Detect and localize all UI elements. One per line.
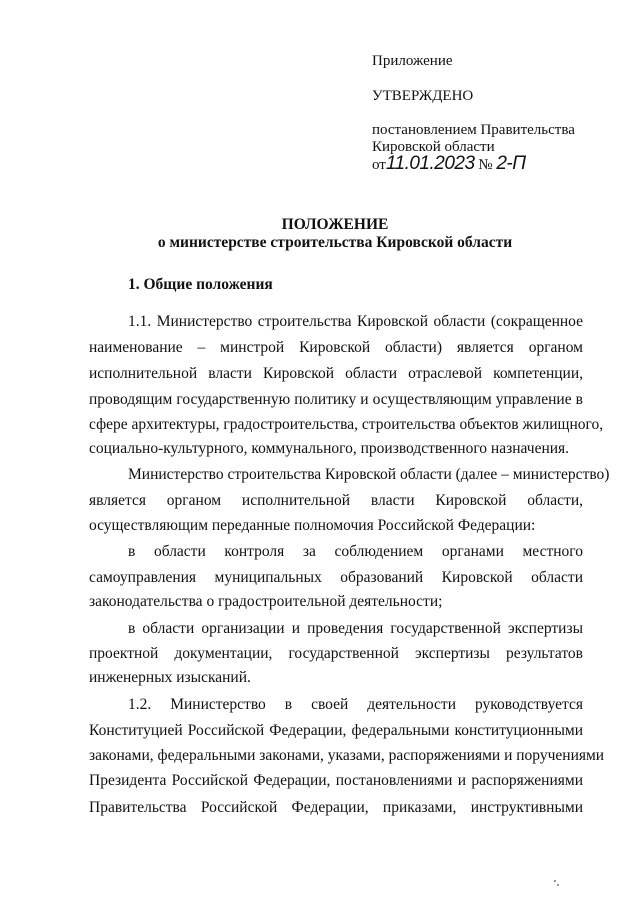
paragraph-line: 1.2. Министерство в своей деятельности руководствуется: [128, 696, 583, 713]
paragraph-line: социально-культурного, коммунального, производственного назначения.: [89, 440, 570, 457]
paragraph-line: является органом исполнительной власти Кировской области,: [89, 492, 583, 509]
paragraph-line: самоуправления муниципальных образований Кировской области: [89, 569, 583, 586]
paragraph-line: законодательства о градостроительной деятельности;: [89, 593, 443, 610]
handwritten-date: 11.01.2023: [385, 153, 475, 174]
paragraph-line: проектной документации, государственной экспертизы результатов: [89, 645, 583, 662]
paragraph-line: наименование – минстрой Кировской области) является органом: [89, 339, 583, 356]
paragraph-line: исполнительной власти Кировской области отраслевой компетенции,: [89, 365, 583, 382]
paragraph-line: Конституцией Российской Федерации, федеральными конституционными: [89, 722, 583, 739]
appendix-label: Приложение: [372, 53, 453, 69]
paragraph-line: проводящим государственную политику и осуществляющим управление в: [89, 391, 583, 408]
paragraph-line: сфере архитектуры, градостроительства, строительства объектов жилищного,: [89, 416, 604, 433]
scan-speck: [554, 880, 556, 882]
paragraph-line: осуществляющим переданные полномочия Российской Федерации:: [89, 517, 536, 534]
paragraph-line: инженерных изысканий.: [89, 669, 251, 686]
number-sign: №: [478, 157, 493, 173]
paragraph-line: в области организации и проведения государственной экспертизы: [128, 620, 583, 637]
section-heading: 1. Общие положения: [128, 276, 273, 293]
paragraph-line: законами, федеральными законами, указами, распоряжениями и поручениями: [89, 747, 605, 764]
approved-label: УТВЕРЖДЕНО: [372, 88, 474, 104]
paragraph-line: Президента Российской Федерации, постановлениями и распоряжениями: [89, 772, 583, 789]
scan-speck: [557, 884, 559, 886]
approved-by-line1: постановлением Правительства: [372, 122, 575, 138]
approved-by-line2: Кировской области: [372, 139, 495, 155]
paragraph-line: Правительства Российской Федерации, приказами, инструктивными: [89, 799, 583, 816]
paragraph-line: 1.1. Министерство строительства Кировской области (сокращенное: [128, 313, 583, 330]
paragraph-line: Министерство строительства Кировской области (далее – министерство): [128, 466, 610, 483]
handwritten-number: 2-П: [496, 153, 526, 174]
document-title: ПОЛОЖЕНИЕ: [281, 216, 389, 233]
resolution-date-line: [372, 153, 526, 175]
paragraph-line: в области контроля за соблюдением органами местного: [128, 543, 583, 560]
document-subtitle: о министерстве строительства Кировской области: [157, 234, 513, 251]
from-prefix: от: [372, 157, 386, 173]
